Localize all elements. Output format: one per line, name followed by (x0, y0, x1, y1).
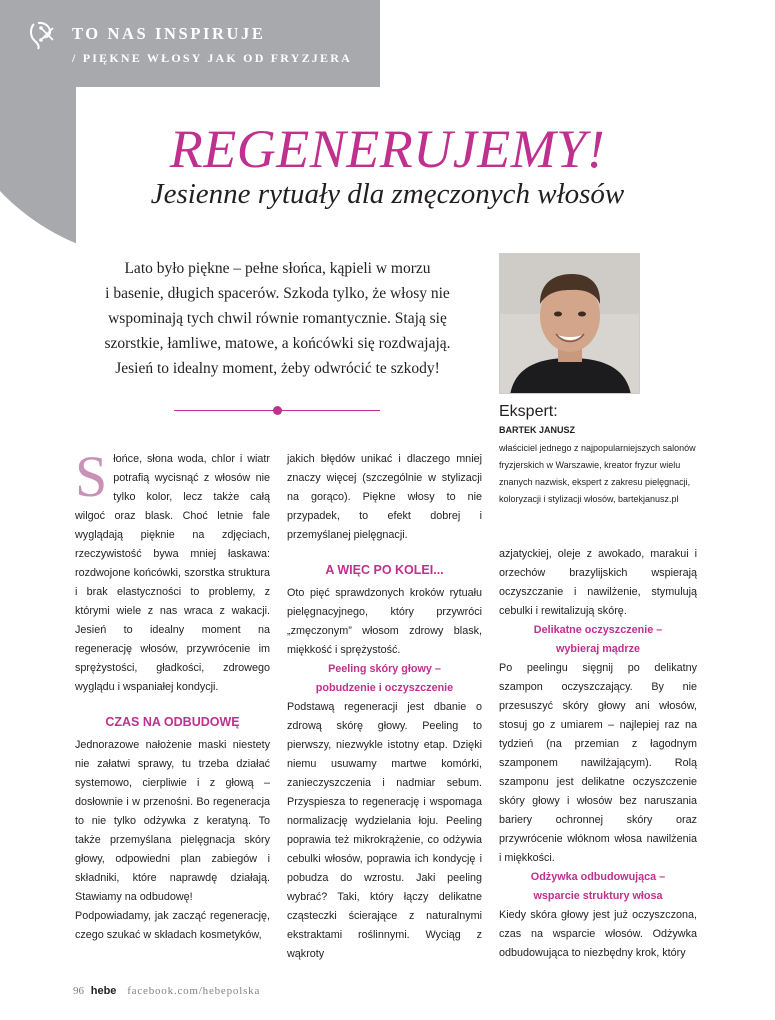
intro-line: Lato było piękne – pełne słońca, kąpieli w morzu (124, 260, 431, 277)
expert-bio: właściciel jednego z najpopularniejszych salonów fryzjerskich w Warszawie, kreator fryzur wielu znanych nazwisk, ekspert z zakresu pielęgnacji, koloryzacji i stylizacji włosów, bartekjanusz.pl (499, 443, 696, 504)
section-heading: A WIĘC PO KOLEI... (325, 563, 444, 577)
ornament-divider (174, 405, 380, 417)
paragraph: jakich błędów unikać i dlaczego mniej znaczy więcej (szczególnie w stylizacji na gorąco). Piękne włosy to nie przypadek, to efekt dobrej i przemyślanej pielęgnacji. (287, 453, 482, 541)
sub-heading: Peeling skóry głowy – (328, 663, 441, 675)
article-column-3 (499, 545, 697, 963)
intro-line: wspominają tych chwil równie romantycznie. Stają się (108, 310, 447, 327)
dropcap: S (75, 444, 108, 509)
expert-name: BARTEK JANUSZ (499, 425, 576, 435)
section-heading: CZAS NA ODBUDOWĘ (105, 715, 240, 729)
paragraph: azjatyckiej, oleje z awokado, marakui i orzechów brazylijskich wspierają oczyszczanie i nawilżenie, stymulują cebulki i rewitalizują skórę. (499, 548, 697, 617)
sub-heading: wybieraj mądrze (555, 643, 640, 655)
expert-portrait-image (500, 254, 640, 394)
brand-logo: hebe (90, 985, 117, 997)
article-column-2 (287, 450, 482, 964)
paragraph: Kiedy skóra głowy jest już oczyszczona, czas na wsparcie włosów. Odżywka odbudowująca to niezbędny krok, który (499, 909, 697, 959)
paragraph: Oto pięć sprawdzonych kroków rytuału pielęgnacyjnego, który przywróci „zmęczonym” włosom zdrowy blask, miękkość i sprężystość. (287, 587, 482, 656)
intro-line: i basenie, długich spacerów. Szkoda tylko, że włosy nie (105, 285, 450, 302)
article-subtitle: Jesienne rytuały dla zmęczonych włosów (150, 178, 625, 210)
page-number: 96 (73, 985, 84, 997)
paragraph (75, 444, 270, 697)
section-kicker: TO NAS INSPIRUJE (72, 24, 266, 43)
article-title: REGENERUJEMY! (169, 119, 606, 179)
social-link[interactable]: facebook.com/hebepolska (127, 985, 261, 997)
sub-heading: Delikatne oczyszczenie – (533, 624, 663, 636)
article-column-1 (75, 444, 270, 945)
paragraph-text: łońce, słona woda, chlor i wiatr potrafią wycisnąć z włosów nie tylko kolor, lecz także całą wilgoć oraz blask. Choć letnie fale wyglądają pięknie na zdjęciach, rzeczywistość bywa mniej łaskawa: rozdwojone końcówki, szorstka struktura i brak elastyczności to problemy, z którymi wiele z nas wraca z wakacji. Jesień to idealny moment na regenerację włosów, przywrócenie im sprężystości, gładkości, zdrowego wyglądu i wspaniałej kondycji. (75, 453, 270, 693)
sub-heading: Odżywka odbudowująca – (530, 871, 666, 883)
paragraph: Podpowiadamy, jak zacząć regenerację, czego szukać w składach kosmetyków, (75, 910, 270, 941)
divider-dot (273, 406, 282, 415)
expert-label: Ekspert: (499, 403, 558, 420)
intro-line: szorstkie, łamliwe, matowe, a końcówki się rozdwajają. (104, 335, 451, 352)
paragraph: Jednorazowe nałożenie maski niestety nie załatwi sprawy, tu trzeba działać systemowo, cierpliwie i z głową – dosłownie i w przenośni. Bo regeneracja to nie tylko odżywka z keratyną. To także przemyślana pielęgnacja skóry głowy, odpowiedni plan zabiegów i składniki, które naprawdę działają. Stawiamy na odbudowę! (75, 739, 270, 903)
section-kicker-sub: / PIĘKNE WŁOSY JAK OD FRYZJERA (72, 51, 352, 65)
sub-heading: pobudzenie i oczyszczenie (315, 682, 454, 694)
paragraph: Po peelingu sięgnij po delikatny szampon oczyszczający. By nie przesuszyć skóry głowy ani włosów, stosuj go z umiarem – najlepiej raz na tydzień (na przemian z łagodnym szamponem nawilżającym). Rolą szamponu jest delikatne oczyszczenie skóry głowy i włosów bez naruszania bariery ochronnej skóry oraz przywrócenie włóknom włosa nawilżenia i miękkości. (499, 662, 697, 864)
sub-heading: wsparcie struktury włosa (533, 890, 663, 902)
header-bg-right (380, 0, 775, 87)
expert-photo (499, 253, 640, 394)
paragraph: Podstawą regeneracji jest dbanie o zdrową skórę głowy. Peeling to pierwszy, niezwykle istotny etap. Dzięki niemu usuwamy martwe komórki, zanieczyszczenia i nadmiar sebum. Przyspiesza to regenerację i wspomaga normalizację wydzielania łoju. Peeling poprawia też mikrokrążenie, co odżywia cebulki włosów, poprawia ich kondycję i pobudza do wzrostu. Jaki peeling wybrać? Taki, który łączy delikatne cząsteczki ścierające z naturalnymi ekstraktami roślinnymi. Wyciąg z wąkroty (287, 701, 482, 960)
hair-stylist-icon (28, 20, 56, 50)
page-footer (73, 985, 260, 997)
intro-line: Jesień to idealny moment, żeby odwrócić te szkody! (115, 360, 440, 377)
article-intro (80, 256, 475, 381)
